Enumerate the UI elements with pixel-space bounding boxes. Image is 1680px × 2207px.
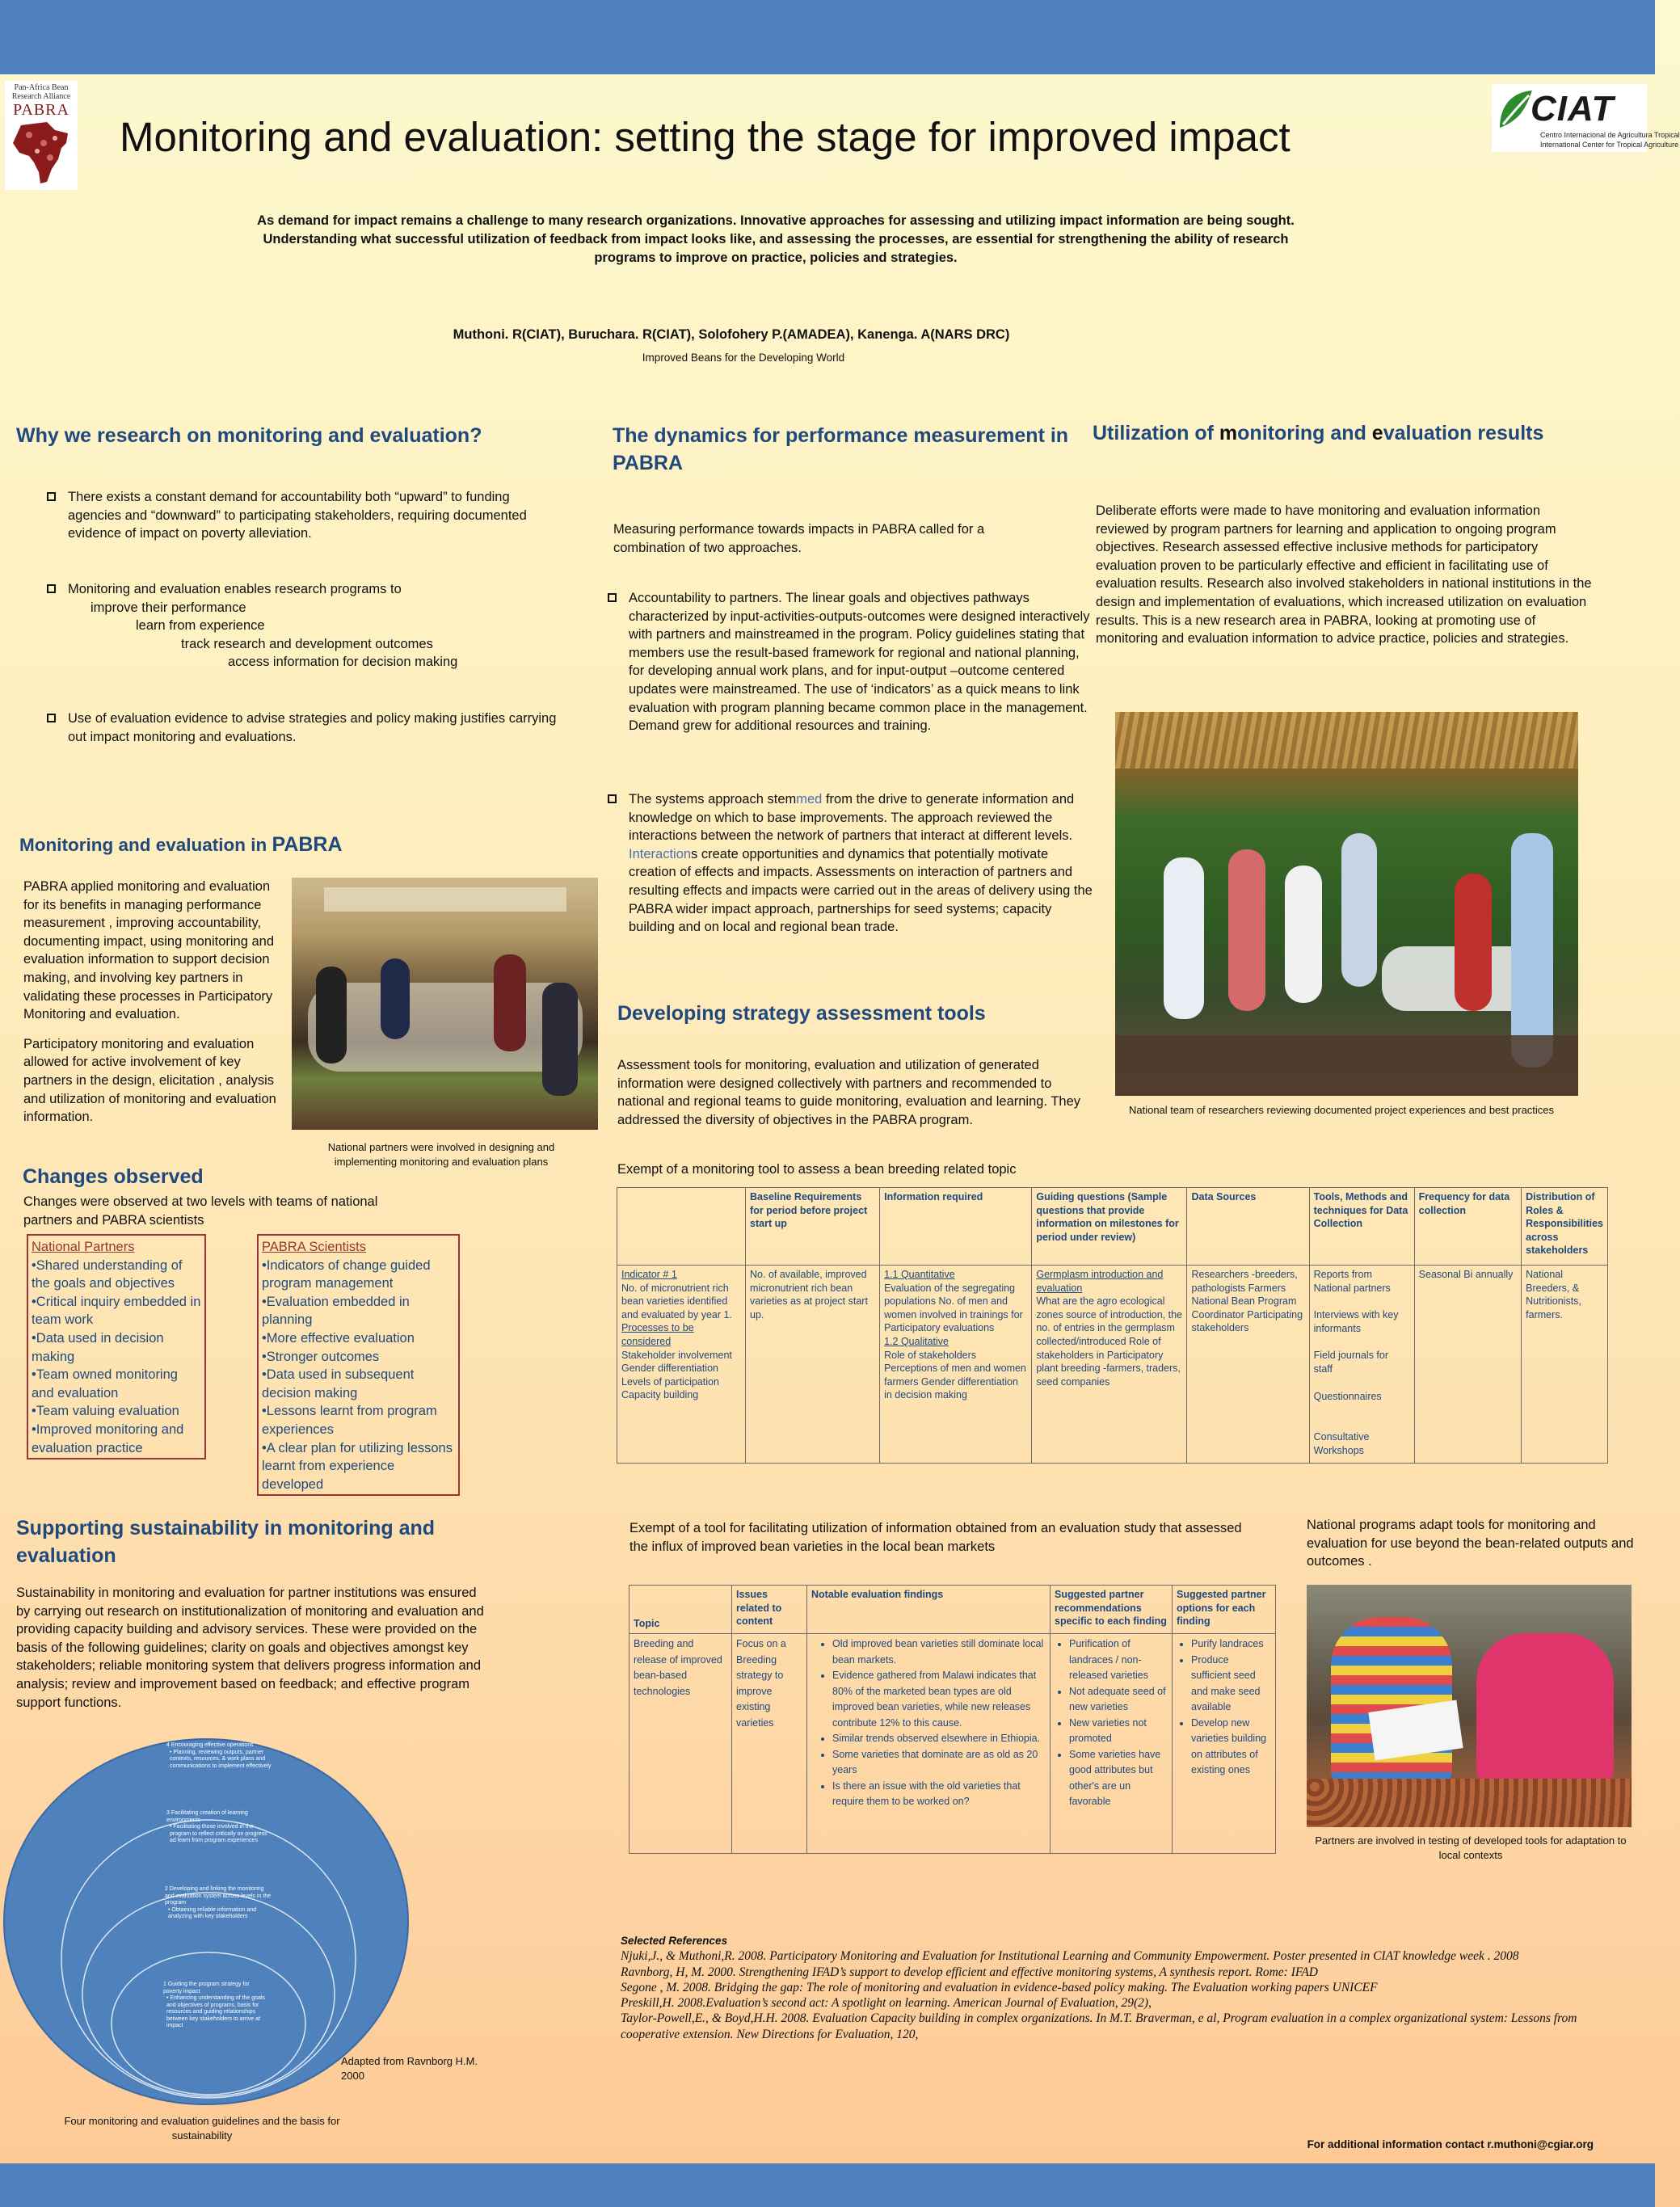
pabra-logo: Pan-Africa Bean Research Alliance PABRA xyxy=(5,81,78,190)
utilization-text: Deliberate efforts were made to have monitoring and evaluation information reviewed by program partners for learning and application to ongoing program objectives. Research assessed effective inclusive methods for participatory evaluation proven to be particularly effective and efficient in facilitating use of evaluation results. Research also involved stakeholders in national institutions in the design and implementation of evaluations, which increased utilization on evaluation results. This is a new research area in PABRA, looking at promoting use of monitoring and evaluation information to advice practice, policies and strategies. xyxy=(1096,503,1592,647)
africa-map-icon xyxy=(5,119,78,188)
utilization-tool-table xyxy=(629,1585,1276,1854)
dynamics-heading: The dynamics for performance measurement in PABRA xyxy=(613,424,1069,474)
guidelines-caption: Four monitoring and evaluation guidelines and the basis for sustainability xyxy=(64,2115,340,2142)
options-list: • Purify landraces • Produce sufficient seed and make seed available • Develop new varieties building on attributes of existing ones xyxy=(1177,1636,1271,1779)
me-pabra-text: PABRA applied monitoring and evaluation for its benefits in managing performance measurement , improving accountability, documenting impact, using monitoring and evaluation information to support decision making, and involving key partners in validating these processes in Participatory Monitoring and evaluation. Participatory monitoring and evaluation allowed for active involvement of key partners in the design, elicitation , analysis and utilization of monitoring and evaluation information. xyxy=(23,879,276,1125)
sustainability-text: Sustainability in monitoring and evaluation for partner institutions was ensured by carrying out research on institutionalization of monitoring and evaluation and providing capacity building and advisory services. These were provided on the basis of the following guidelines; clarity on goals and objectives amongst key stakeholders; reliable monitoring system that delivers progress information and analysis; review and improvement based on feedback; and effective program support functions. xyxy=(16,1586,484,1710)
page-title: Monitoring and evaluation: setting the stage for improved impact xyxy=(120,114,1291,160)
table-header-row: Baseline Requirements for period before project start up Information required Guiding questions (Sample questions that provide information on milestones for period under review) Data Sources Tools, Methods and techniques for Data Collection Frequency for data collection Distribution of Roles & Responsibilities across stakeholders xyxy=(617,1188,1608,1266)
testing-photo xyxy=(1307,1585,1632,1827)
program-name: Improved Beans for the Developing World xyxy=(642,352,845,364)
nested-circles xyxy=(0,1736,420,2108)
why-bullet-3: Use of evaluation evidence to advise strategies and policy making justifies carrying out impact monitoring and evaluations. xyxy=(47,710,561,746)
table1-caption: Exempt of a monitoring tool to assess a bean breeding related topic xyxy=(617,1162,1017,1177)
findings-list: • Old improved bean varieties still dominate local bean markets. • Evidence gathered from Malawi indicates that 80% of the marketed bean types are old improved bean varieties, while new releases contribute 12% to this cause. • Similar trends observed elsewhere in Ethiopia. • Some varieties that dominate are as old as 20 years • Is there an issue with the old varieties that require them to be worked on? xyxy=(811,1636,1046,1810)
researchers-photo xyxy=(1115,712,1578,1096)
table-header-row: Topic Issues related to content Notable evaluation findings Suggested partner recommendations specific to each finding Suggested partner options for each finding xyxy=(629,1586,1276,1634)
bottom-band xyxy=(0,2163,1655,2207)
ciat-logo: CIAT Centro Internacional de Agricultura Tropical International Center for Tropical Agriculture xyxy=(1492,84,1647,152)
tools-text: Assessment tools for monitoring, evaluation and utilization of generated information were designed collectively with partners and recommended to national and regional teams to guide monitoring, evaluation and learning. They addressed the diversity of objectives in the PABRA program. xyxy=(617,1058,1080,1127)
sustainability-heading: Supporting sustainability in monitoring and evaluation xyxy=(16,1517,436,1567)
tools-heading: Developing strategy assessment tools xyxy=(617,1002,986,1025)
national-partners-box: National Partners •Shared understanding of the goals and objectives •Critical inquiry embedded in team work •Data used in decision making •Team owned monitoring and evaluation •Team valuing evaluation •Improved monitoring and evaluation practice xyxy=(27,1234,206,1459)
researchers-caption: National team of researchers reviewing documented project experiences and best practices xyxy=(1128,1104,1555,1116)
circle-1-label: 1 Guiding the program strategy for poverty impact • Enhancing understanding of the goals and objectives of programs, basis for resources and guiding relationships between key stakeholders to arrive at impact xyxy=(163,1982,265,2028)
dynamics-bullet-1: Accountability to partners. The linear goals and objectives pathways characterized by input-activities-outputs-outcomes were designed interactively with partners and mainstreamed in the program. Policy guidelines stating that members use the result-based framework for regional and national planning, for developing annual work plans, and for input-output –outcome centered updates were mainstreamed. The use of ‘indicators’ as a quick means to link evaluation with program planning became common place in the management. Demand grew for additional resources and training. xyxy=(608,589,1097,735)
why-bullet-1: There exists a constant demand for accountability both “upward” to funding agencies and “downward” to participating stakeholders, requiring documented evidence of impact on poverty alleviation. xyxy=(47,488,537,543)
checkbox-bullet-icon xyxy=(608,593,617,602)
references: Selected References Njuki,J., & Muthoni,R. 2008. Participatory Monitoring and Evaluation for Institutional Learning and Community Empowerment. Poster presented in CIAT knowledge week . 2008 Ravnborg, H, M. 2000. Strengthening IFAD’s support to develop efficient and effective monitoring systems, A synthesis report. Rome: IFAD Segone , M. 2008. Bridging the gap: The role of monitoring and evaluation in evidence-based policy making. The Evaluation working papers UNICEF Preskill,H. 2008.Evaluation’s second act: A spotlight on learning. American Journal of Evaluation, 29(2), Taylor-Powell,E., & Boyd,H.H. 2008. Evaluation Capacity building in complex organizations. In M.T. Braverman, e al, Program evaluation in a complex organizational system: Lessons from cooperative extension. New Directions for Evaluation, 120, xyxy=(621,1935,1577,2041)
dynamics-intro: Measuring performance towards impacts in PABRA called for a combination of two approaches. xyxy=(613,522,985,555)
guidelines-diagram xyxy=(0,1736,420,2108)
national-programs-text: National programs adapt tools for monitoring and evaluation for use beyond the bean-related outputs and outcomes . xyxy=(1307,1518,1634,1569)
changes-heading: Changes observed xyxy=(23,1165,204,1188)
top-band xyxy=(0,0,1655,74)
me-pabra-heading: Monitoring and evaluation in PABRA xyxy=(19,833,343,856)
authors: Muthoni. R(CIAT), Buruchara. R(CIAT), Solofohery P.(AMADEA), Kanenga. A(NARS DRC) xyxy=(453,327,1010,342)
adapted-note: Adapted from Ravnborg H.M. 2000 xyxy=(341,2055,478,2082)
checkbox-bullet-icon xyxy=(47,492,56,501)
dynamics-bullet-2: The systems approach stemmed from the drive to generate information and knowledge on which to base improvements. The approach reviewed the interactions between the network of partners that interact at different levels. Interactions create opportunities and dynamics that potentially motivate creation of effects and impacts. Assessments on interaction of partners and resulting effects and impacts were carried out in the areas of delivery using the PABRA wider impact approach, partnerships for seed systems; capacity building and on local and regional bean trade. xyxy=(608,790,1097,937)
changes-intro: Changes were observed at two levels with teams of national partners and PABRA scientists xyxy=(23,1194,378,1228)
checkbox-bullet-icon xyxy=(47,584,56,593)
monitoring-tool-table xyxy=(617,1187,1608,1464)
checkbox-bullet-icon xyxy=(47,714,56,722)
meeting-photo xyxy=(292,878,598,1130)
why-heading: Why we research on monitoring and evaluation? xyxy=(16,424,482,447)
contact-info: For additional information contact r.muthoni@cgiar.org xyxy=(1307,2138,1594,2150)
circle-4-label: 4 Encouraging effective operations • Planning, reviewing outputs, partner contexts, resources, & work plans and communications to implement effectively xyxy=(166,1742,272,1769)
utilization-heading: Utilization of monitoring and evaluation results xyxy=(1093,422,1544,444)
table2-caption: Exempt of a tool for facilitating utilization of information obtained from an evaluation study that assessed the influx of improved bean varieties in the local bean markets xyxy=(629,1521,1242,1554)
table-row: Breeding and release of improved bean-based technologies Focus on a Breeding strategy to improve existing varieties • Old improved bean varieties still dominate local bean markets. • Evidence gathered from Malawi indicates that 80% of the marketed bean types are old improved bean varieties, while new releases contribute 12% to this cause. • Similar trends observed elsewhere in Ethiopia. • Some varieties that dominate are as old as 20 years • Is there an issue with the old varieties that require them to be worked on? • Purification of landraces / non-released varieties • Not adequate seed of new varieties • New varieties not promoted • Some varieties have good attributes but other's are un favorable • Purify landraces • Produce sufficient seed and make seed available • Develop new varieties building on attributes of existing ones xyxy=(629,1634,1276,1854)
pabra-scientists-box: PABRA Scientists •Indicators of change guided program management •Evaluation embedded in planning •More effective evaluation •Stronger outcomes •Data used in subsequent decision making •Lessons learnt from program experiences •A clear plan for utilizing lessons learnt from experience developed xyxy=(257,1234,460,1496)
leaf-icon xyxy=(1495,87,1535,134)
checkbox-bullet-icon xyxy=(608,794,617,803)
table-row: Indicator # 1 No. of micronutrient rich bean varieties identified and evaluated by year 1. Processes to be considered Stakeholder involvement Gender differentiation Levels of participation Capacity building No. of available, improved micronutrient rich bean varieties as at project start up. 1.1 Quantitative Evaluation of the segregating populations No. of men and women involved in trainings for Participatory evaluations 1.2 Qualitative Role of stakeholders Perceptions of men and women farmers Gender differentiation in decision making Germplasm introduction and evaluation What are the agro ecological zones source of introduction, the no. of entries in the germplasm collected/introduced Role of stakeholders in Participatory plant breeding -farmers, traders, seed companies Researchers -breeders, pathologists Farmers National Bean Program Coordinator Participating stakeholders Reports from National partners Interviews with key informants Field journals for staff Questionnaires Consultative Workshops Seasonal Bi annually National Breeders, & Nutritionists, farmers. xyxy=(617,1266,1608,1464)
circle-3-label: 3 Facilitating creation of learning environments • Facilitating those involved in the program to reflect critically on progress ad learn from program experiences xyxy=(166,1810,267,1843)
why-bullet-2: Monitoring and evaluation enables research programs to improve their performance learn from experience track research and development outcomes access information for decision making xyxy=(47,580,553,672)
testing-caption: Partners are involved in testing of developed tools for adaptation to local contexts xyxy=(1315,1834,1627,1861)
me-pabra-caption: National partners were involved in designing and implementing monitoring and evaluation plans xyxy=(327,1141,555,1168)
recommendations-list: • Purification of landraces / non-released varieties • Not adequate seed of new varieties • New varieties not promoted • Some varieties have good attributes but other's are un favorable xyxy=(1055,1636,1168,1810)
circle-2-label: 2 Developing and linking the monitoring and evaluation system across levels in the program • Obtaining reliable information and analyzing with key stakeholders xyxy=(165,1886,272,1919)
intro-text: As demand for impact remains a challenge to many research organizations. Innovative approaches for assessing and utilizing impact information are being sought. Understanding what successful utilization of feedback from impact looks like, and assessing the processes, are essential for strengthening the ability of research programs to improve on practice, policies and strategies. xyxy=(257,213,1295,265)
